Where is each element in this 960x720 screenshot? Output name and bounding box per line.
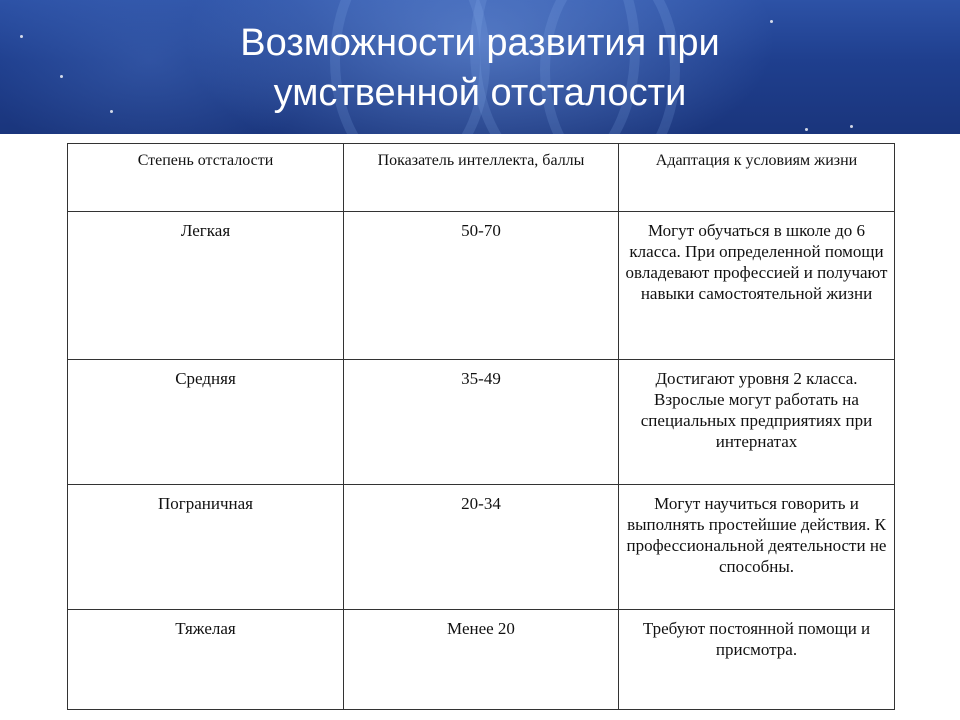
table-row	[68, 212, 895, 360]
slide-title-line-1: Возможности развития при	[240, 22, 720, 64]
table-header-row	[68, 144, 895, 212]
header-adaptation: Адаптация к условиям жизни	[619, 144, 895, 212]
header-banner	[0, 0, 960, 134]
cell-iq: Менее 20	[344, 610, 619, 710]
cell-iq: 50-70	[344, 212, 619, 360]
retardation-table	[67, 143, 895, 710]
slide-title	[0, 18, 960, 118]
header-degree: Степень отсталости	[68, 144, 344, 212]
cell-iq: 35-49	[344, 360, 619, 485]
slide-title-line-2: умственной отсталости	[273, 72, 687, 114]
cell-degree: Тяжелая	[68, 610, 344, 710]
sparkle-decoration	[850, 125, 853, 128]
header-iq: Показатель интеллекта, баллы	[344, 144, 619, 212]
cell-degree: Легкая	[68, 212, 344, 360]
cell-degree: Пограничная	[68, 485, 344, 610]
cell-iq: 20-34	[344, 485, 619, 610]
table-row	[68, 360, 895, 485]
cell-adaptation: Могут научиться говорить и выполнять простейшие действия. К профессиональной деятельности не способны.	[619, 485, 895, 610]
cell-adaptation: Могут обучаться в школе до 6 класса. При определенной помощи овладевают профессией и получают навыки самостоятельной жизни	[619, 212, 895, 360]
cell-adaptation: Требуют постоянной помощи и присмотра.	[619, 610, 895, 710]
table-row	[68, 485, 895, 610]
table-row	[68, 610, 895, 710]
retardation-table-container	[67, 143, 894, 710]
cell-adaptation: Достигают уровня 2 класса. Взрослые могут работать на специальных предприятиях при интернатах	[619, 360, 895, 485]
sparkle-decoration	[805, 128, 808, 131]
cell-degree: Средняя	[68, 360, 344, 485]
